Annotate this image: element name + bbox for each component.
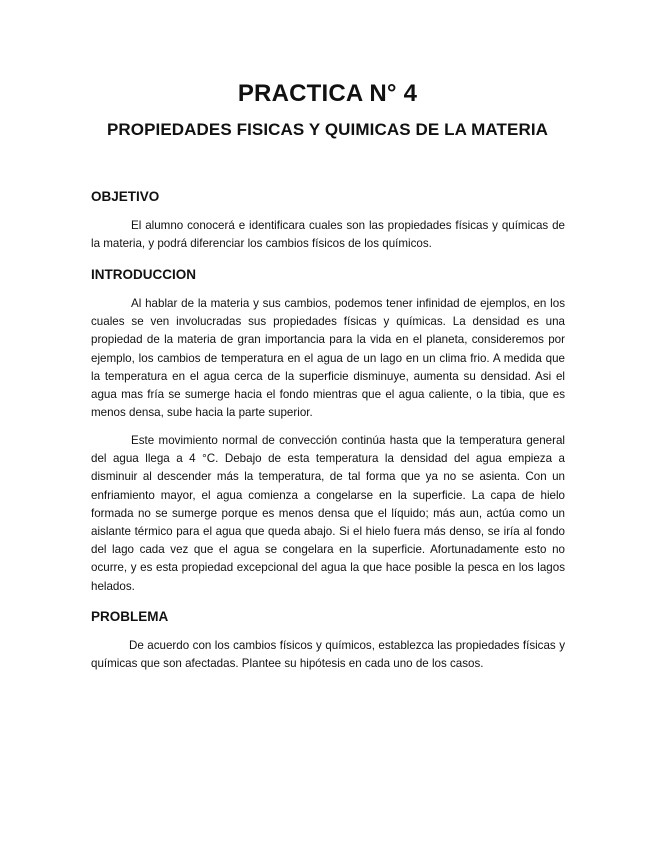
section-heading-problema: PROBLEMA (91, 609, 169, 624)
introduccion-paragraph-1: Al hablar de la materia y sus cambios, podemos tener infinidad de ejemplos, en los cuales se ven involucradas sus propiedades físicas y químicas. La densidad es una propiedad de la materia de gran importancia para la vida en el planeta, consideremos por ejemplo, los cambios de temperatura en el agua de un lago en un clima frio. A medida que la temperatura en el agua cerca de la superficie disminuye, aumenta su densidad. Asi el agua mas fría se sumerge hacia el fondo mientras que el agua caliente, o la tibia, que es menos densa, sube hacia la parte superior. (91, 297, 565, 420)
problema-paragraph: De acuerdo con los cambios físicos y químicos, establezca las propiedades físicas y químicas que son afectadas. Plantee su hipótesis en cada uno de los casos. (91, 639, 565, 671)
document-title: PRACTICA N° 4 (237, 80, 418, 107)
document-subtitle: PROPIEDADES FISICAS Y QUIMICAS DE LA MATERIA (106, 120, 549, 139)
objetivo-paragraph: El alumno conocerá e identificara cuales son las propiedades físicas y químicas de la materia, y podrá diferenciar los cambios físicos de los químicos. (91, 219, 565, 251)
introduccion-paragraph-2: Este movimiento normal de convección continúa hasta que la temperatura general del agua llega a 4 °C. Debajo de esta temperatura la densidad del agua empieza a disminuir al descender más la temperatura, de tal forma que ya no se asienta. Con un enfriamiento mayor, el agua comienza a congelarse en la superficie. La capa de hielo formada no se sumerge porque es menos densa que el líquido; más aun, actúa como un aislante térmico para el agua que queda abajo. Si el hielo fuera más denso, se iría al fondo del lago cada vez que el agua se congelara en la superficie. Afortunadamente esto no ocurre, y es esta propiedad excepcional del agua la que hace posible la pesca en los lagos helados. (91, 434, 565, 593)
section-heading-introduccion: INTRODUCCION (91, 267, 196, 282)
section-heading-objetivo: OBJETIVO (91, 189, 160, 204)
